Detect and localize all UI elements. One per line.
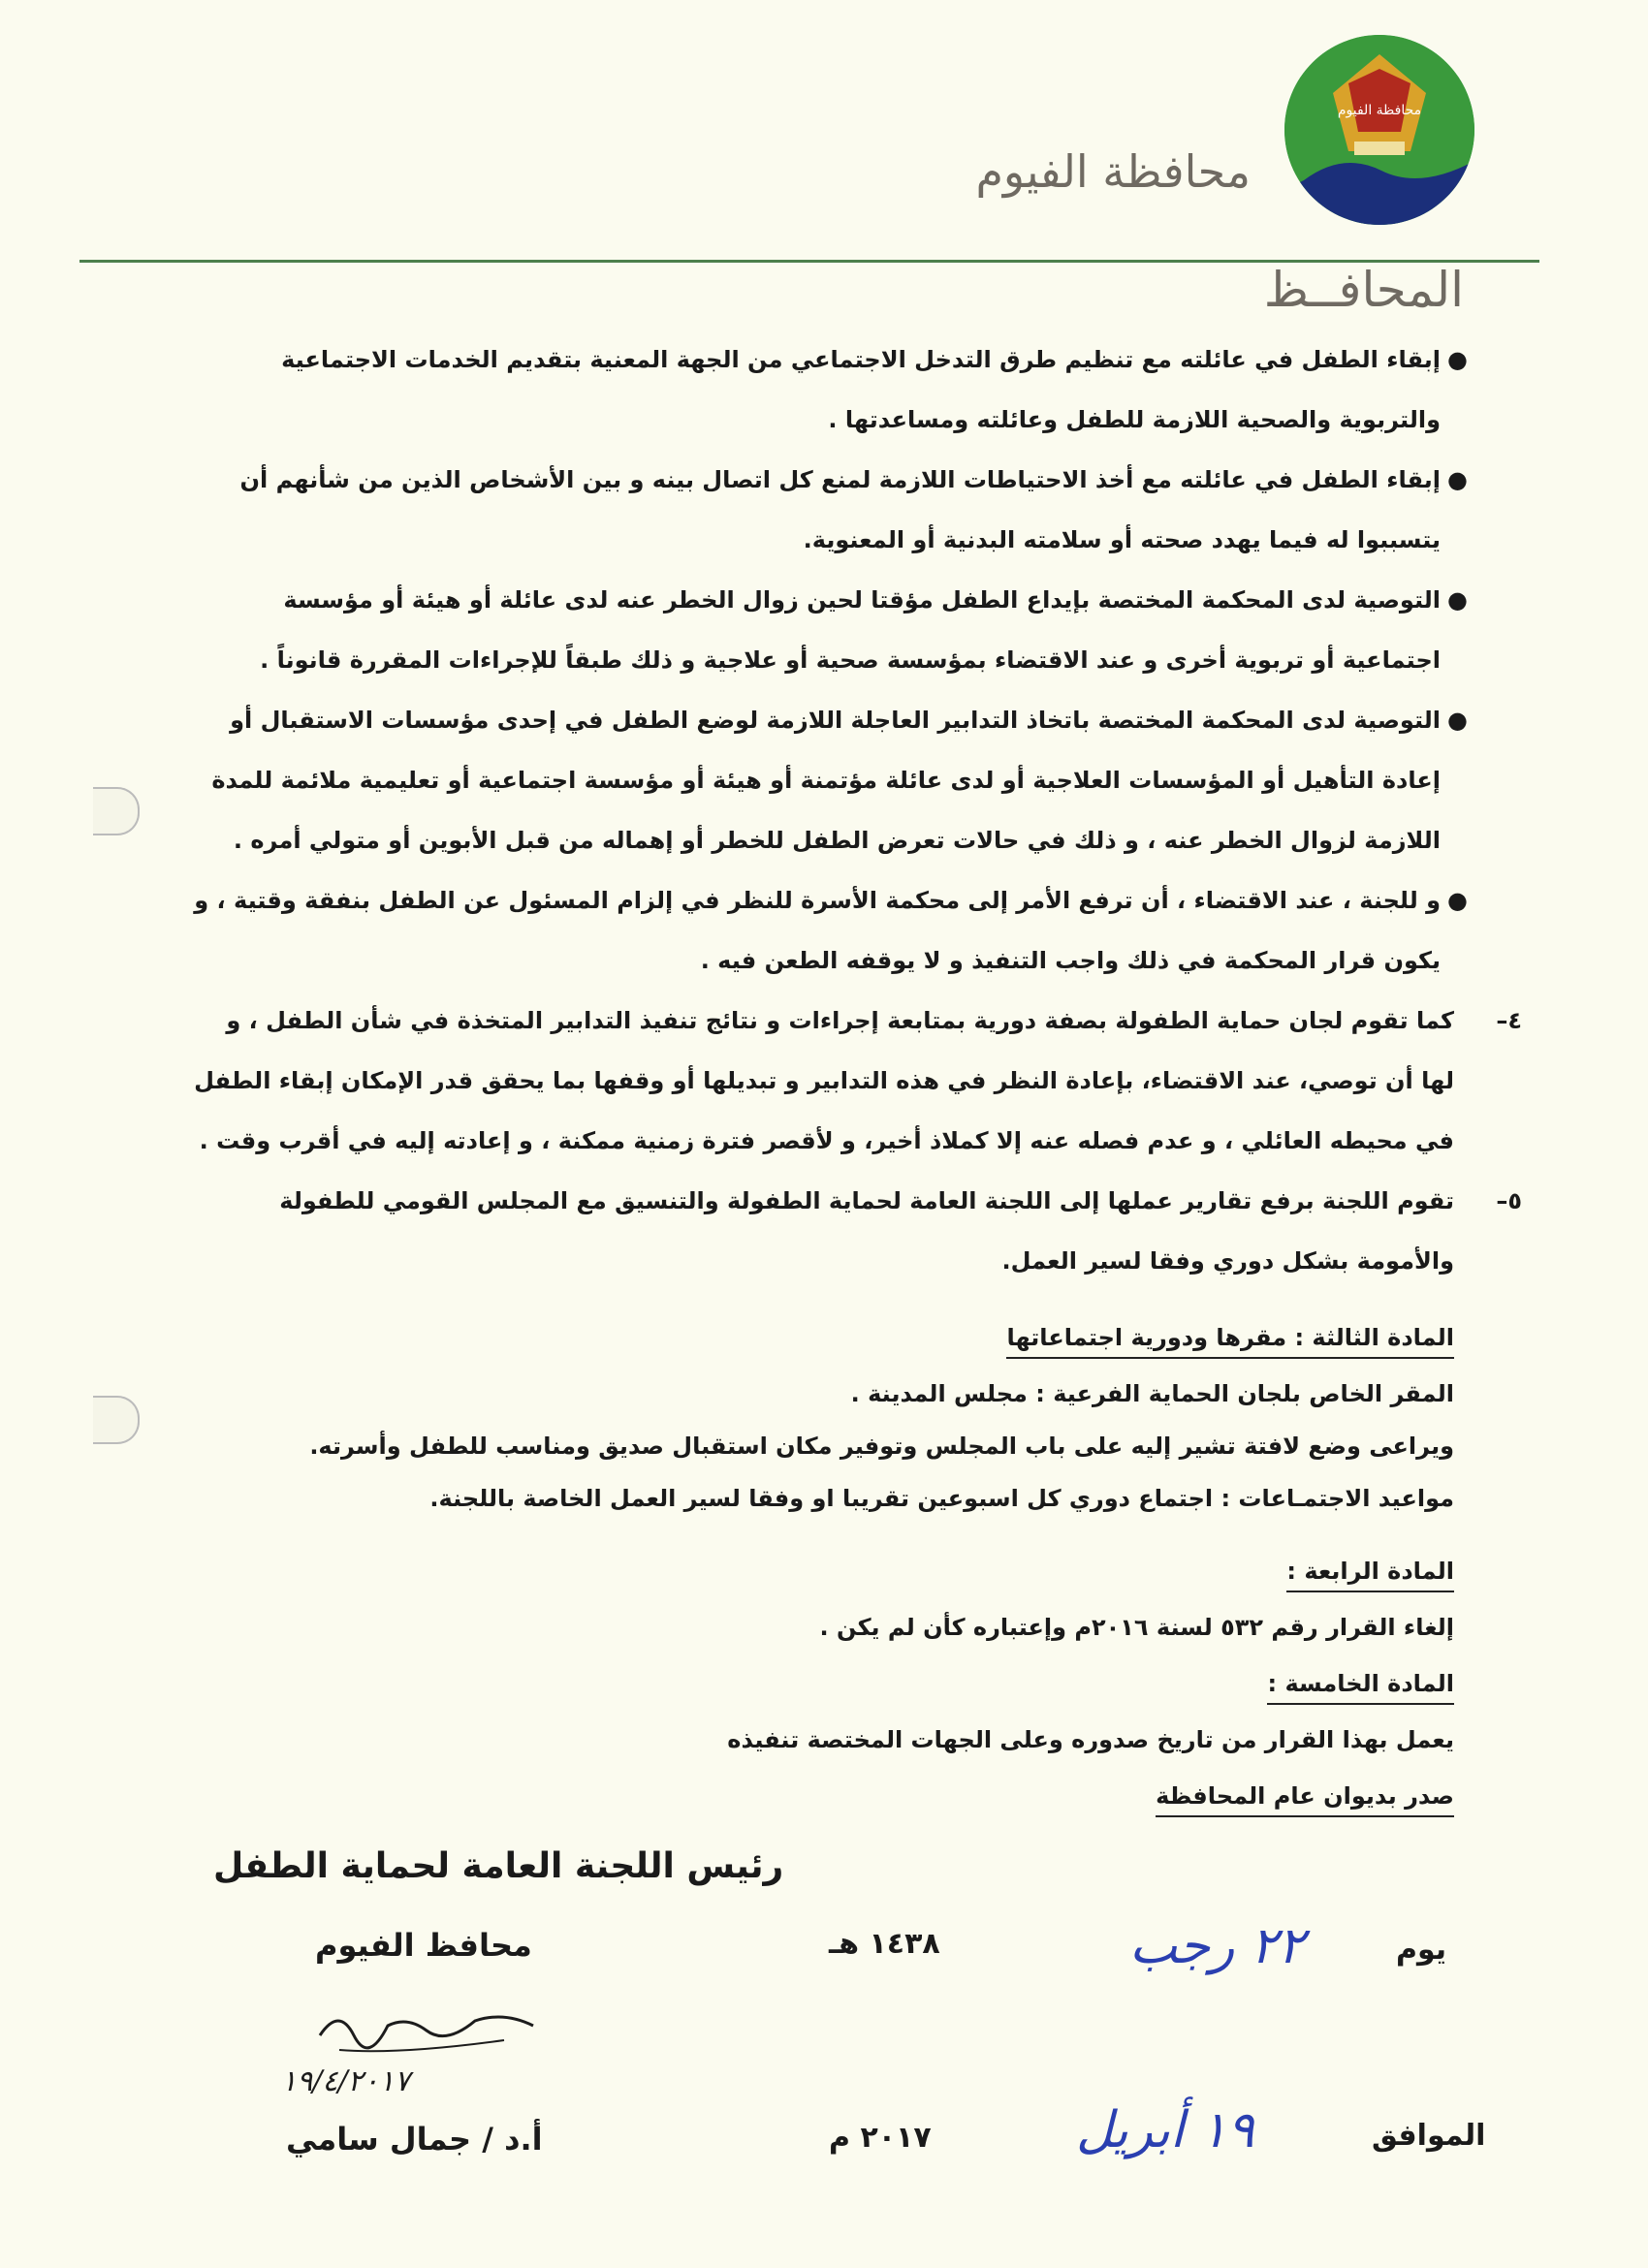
- article3-line: المقر الخاص بلجان الحماية الفرعية : مجلس المدينة .: [850, 1380, 1454, 1407]
- article4-text: إلغاء القرار رقم ٥٣٢ لسنة ٢٠١٦م وإعتباره كأن لم يكن .: [819, 1614, 1454, 1641]
- corresponding-label: الموافق: [1372, 2119, 1486, 2153]
- article3-title: المادة الثالثة : مقرها ودورية اجتماعاتها: [1006, 1318, 1454, 1359]
- article3-line: ويراعى وضع لافتة تشير إليه على باب المجلس وتوفير مكان استقبال صديق ومناسب للطفل وأسرته.: [309, 1433, 1454, 1460]
- governor-label: محافظ الفيوم: [315, 1927, 532, 1964]
- hijri-day-handwritten: ٢٢ رجب: [1129, 1917, 1305, 1975]
- article4-title: المادة الرابعة :: [1286, 1552, 1454, 1592]
- bullet-item: ● إبقاء الطفل في عائلته مع تنظيم طرق التدخل الاجتماعي من الجهة المعنية بتقديم الخدمات الاجتماعية والتربوية والصحية اللازمة للطفل وعائلته ومساعدتها .: [194, 330, 1454, 450]
- issued-at: صدر بديوان عام المحافظة: [1156, 1777, 1454, 1817]
- bullet-icon: ●: [1447, 887, 1468, 914]
- numbered-item: ٥– تقوم اللجنة برفع تقارير عملها إلى اللجنة العامة لحماية الطفولة والتنسيق مع المجلس القومي للطفولة والأمومة بشكل دوري وفقا لسير العمل.: [279, 1187, 1522, 1275]
- governorate-logo: [1284, 35, 1474, 225]
- office-title: المحافــظ: [1263, 262, 1464, 318]
- hijri-year: ١٤٣٨ هـ: [829, 1927, 940, 1961]
- decree-body: [194, 330, 1522, 1826]
- bullet-icon: ●: [1447, 466, 1468, 493]
- bullet-item: ● التوصية لدى المحكمة المختصة باتخاذ التدابير العاجلة اللازمة لوضع الطفل في إحدى مؤسسات الاستقبال أو إعادة التأهيل أو المؤسسات العلاجية أو لدى عائلة مؤتمنة أو هيئة أو مؤسسة اجتماعية أو تعليمية ملائمة للمدة اللازمة لزوال الخطر عنه ، و ذلك في حالات تعرض الطفل للخطر أو إهماله من قبل الأبوين أو متولي أمره .: [194, 690, 1454, 870]
- handwritten-date: ١٩/٤/٢٠١٧: [281, 2064, 411, 2098]
- bullet-icon: ●: [1447, 707, 1468, 734]
- article5-text: يعمل بهذا القرار من تاريخ صدوره وعلى الجهات المختصة تنفيذه: [727, 1726, 1454, 1753]
- day-label: يوم: [1396, 1933, 1447, 1967]
- signature-icon: [310, 1997, 543, 2064]
- punch-hole: [93, 787, 140, 835]
- bullet-item: ● إبقاء الطفل في عائلته مع أخذ الاحتياطات اللازمة لمنع كل اتصال بينه و بين الأشخاص الذين من شأنهم أن يتسببوا له فيما يهدد صحته أو سلامته البدنية أو المعنوية.: [194, 450, 1454, 570]
- gregorian-day-handwritten: ١٩ أبريل: [1076, 2101, 1254, 2159]
- article3-line: مواعيد الاجتمـاعات : اجتماع دوري كل اسبوعين تقريبا او وفقا لسير العمل الخاصة باللجنة.: [429, 1485, 1454, 1512]
- numbered-item: ٤– كما تقوم لجان حماية الطفولة بصفة دورية بمتابعة إجراءات و نتائج تنفيذ التدابير المتخذة في شأن الطفل ، و لها أن توصي، عند الاقتضاء، بإعادة النظر في هذه التدابير و تبديلها أو وقفها بما يحقق قدر الإمكان إبقاء الطفل في محيطه العائلي ، و عدم فصله عنه إلا كملاذ أخير، و لأقصر فترة زمنية ممكنة ، و إعادته إليه في أقرب وقت .: [194, 1007, 1522, 1154]
- bullet-icon: ●: [1447, 346, 1468, 373]
- gregorian-year: ٢٠١٧ م: [829, 2121, 932, 2155]
- governor-name: أ.د / جمال سامي: [286, 2121, 543, 2158]
- punch-hole: [93, 1396, 140, 1444]
- bullet-icon: ●: [1447, 586, 1468, 614]
- logo-emblem-icon: [1284, 35, 1474, 225]
- bullet-item: ● التوصية لدى المحكمة المختصة بإيداع الطفل مؤقتا لحين زوال الخطر عنه لدى عائلة أو هيئة أو مؤسسة اجتماعية أو تربوية أخرى و عند الاقتضاء بمؤسسة صحية أو علاجية و ذلك طبقاً للإجراءات المقررة قانوناً .: [194, 570, 1454, 690]
- governorate-name: محافظة الفيوم: [975, 145, 1251, 198]
- bullet-item: ● و للجنة ، عند الاقتضاء ، أن ترفع الأمر إلى محكمة الأسرة للنظر في إلزام المسئول عن الطفل بنفقة وقتية ، و يكون قرار المحكمة في ذلك واجب التنفيذ و لا يوقفه الطعن فيه .: [194, 870, 1454, 991]
- committee-title: رئيس اللجنة العامة لحماية الطفل: [213, 1846, 784, 1886]
- article5-title: المادة الخامسة :: [1267, 1664, 1454, 1705]
- logo-text: محافظة الفيوم: [1337, 103, 1422, 118]
